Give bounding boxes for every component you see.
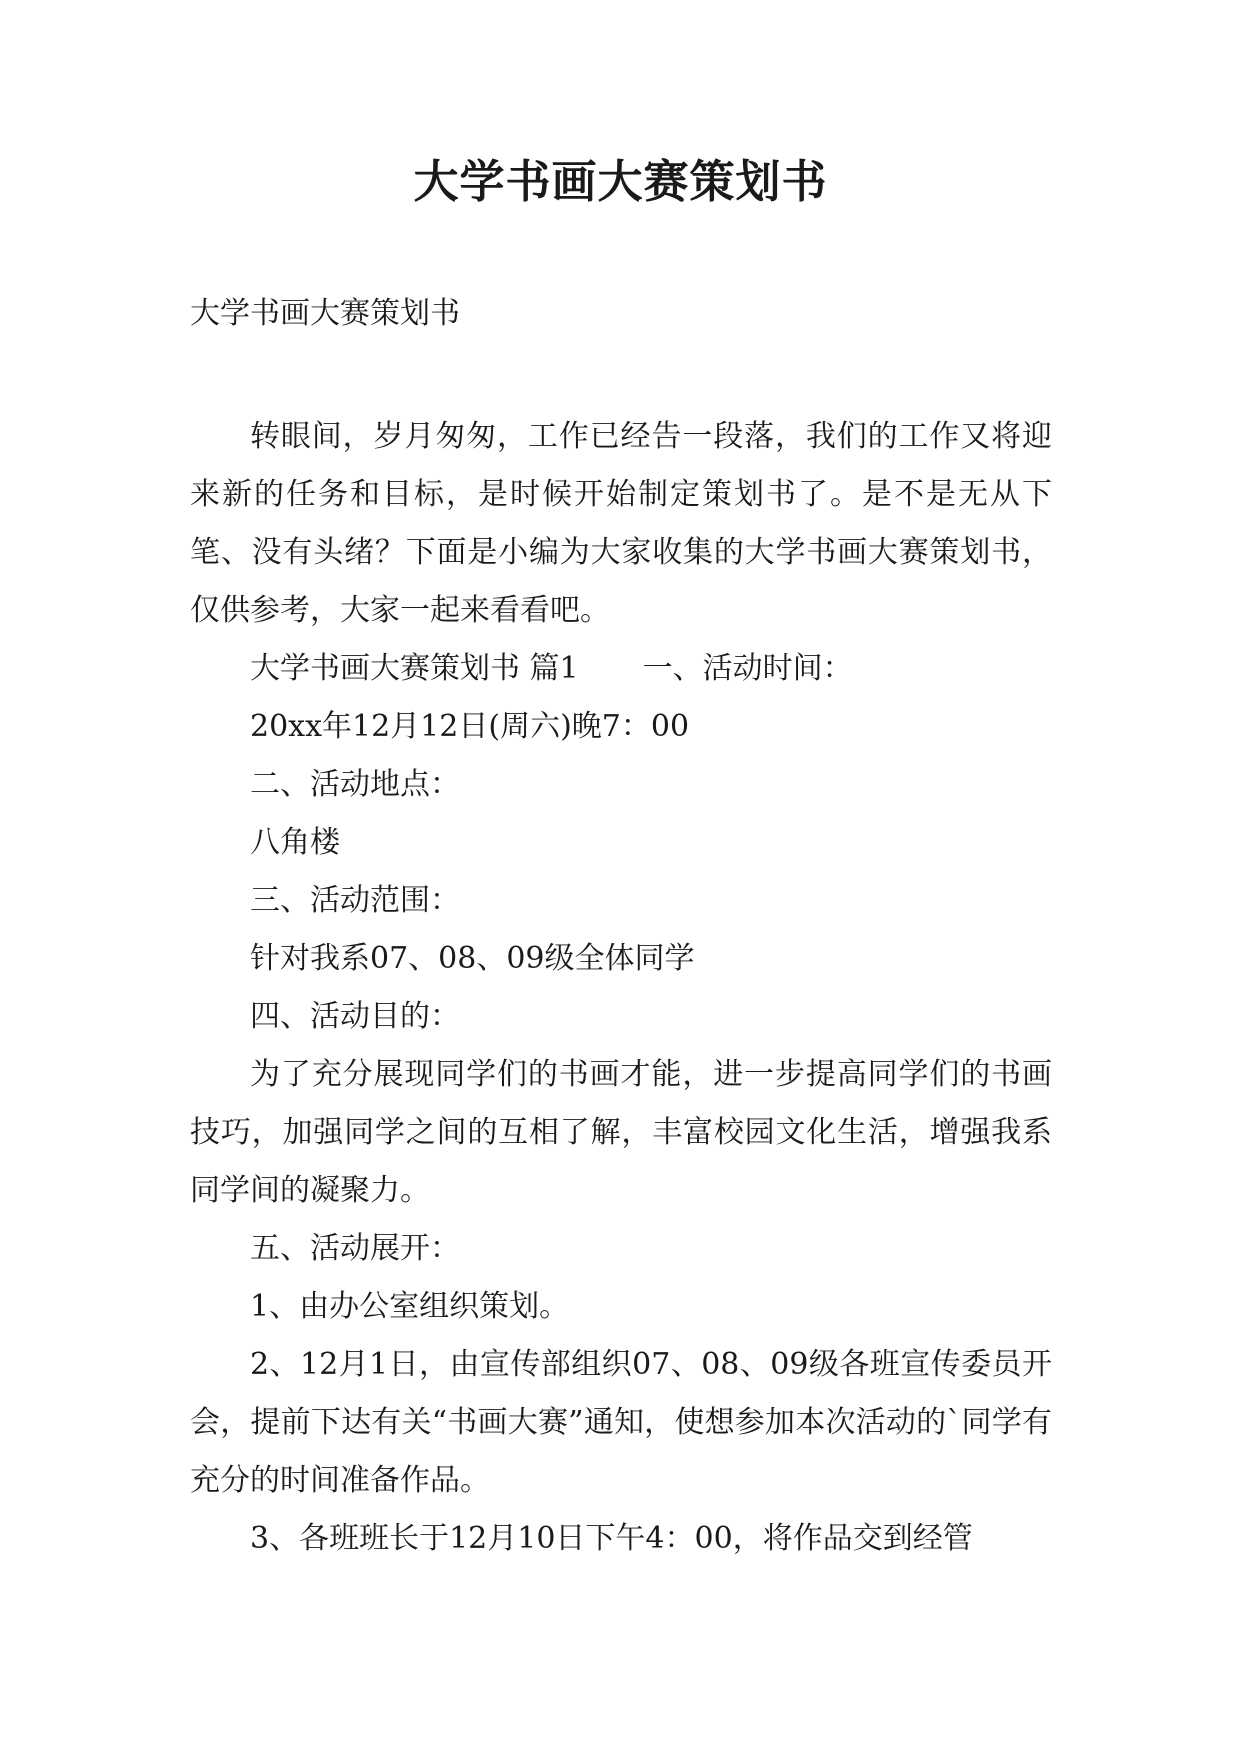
document-subtitle: 大学书画大赛策划书 — [190, 296, 460, 331]
section-heading-process: 五、活动展开： — [250, 1231, 460, 1266]
document-body — [190, 408, 1052, 1568]
section-heading-purpose: 四、活动目的： — [250, 999, 460, 1034]
process-step-3: 3、各班班长于12月10日下午4：00，将作品交到经管 — [250, 1521, 973, 1556]
process-step-2: 2、12月1日，由宣传部组织07、08、09级各班宣传委员开会，提前下达有关“书画大赛”通知，使想参加本次活动的`同学有充分的时间准备作品。 — [190, 1347, 1052, 1498]
location-value: 八角楼 — [250, 825, 340, 860]
purpose-paragraph: 为了充分展现同学们的书画才能，进一步提高同学们的书画技巧，加强同学之间的互相了解，丰富校园文化生活，增强我系同学间的凝聚力。 — [190, 1057, 1052, 1208]
process-step-1: 1、由办公室组织策划。 — [250, 1289, 570, 1324]
document-title: 大学书画大赛策划书 — [413, 155, 828, 208]
intro-paragraph: 转眼间，岁月匆匆，工作已经告一段落，我们的工作又将迎来新的任务和目标，是时候开始制定策划书了。是不是无从下笔、没有头绪？下面是小编为大家收集的大学书画大赛策划书，仅供参考，大家一起来看看吧。 — [190, 419, 1052, 628]
scope-value: 针对我系07、08、09级全体同学 — [250, 941, 695, 976]
section-heading-scope: 三、活动范围： — [250, 883, 460, 918]
section-line — [190, 640, 1052, 698]
section-heading-time: 一、活动时间： — [642, 651, 853, 686]
part-label: 大学书画大赛策划书 篇1 — [250, 651, 579, 686]
time-value: 20xx年12月12日(周六)晚7：00 — [250, 709, 690, 744]
section-heading-location: 二、活动地点： — [250, 767, 460, 802]
